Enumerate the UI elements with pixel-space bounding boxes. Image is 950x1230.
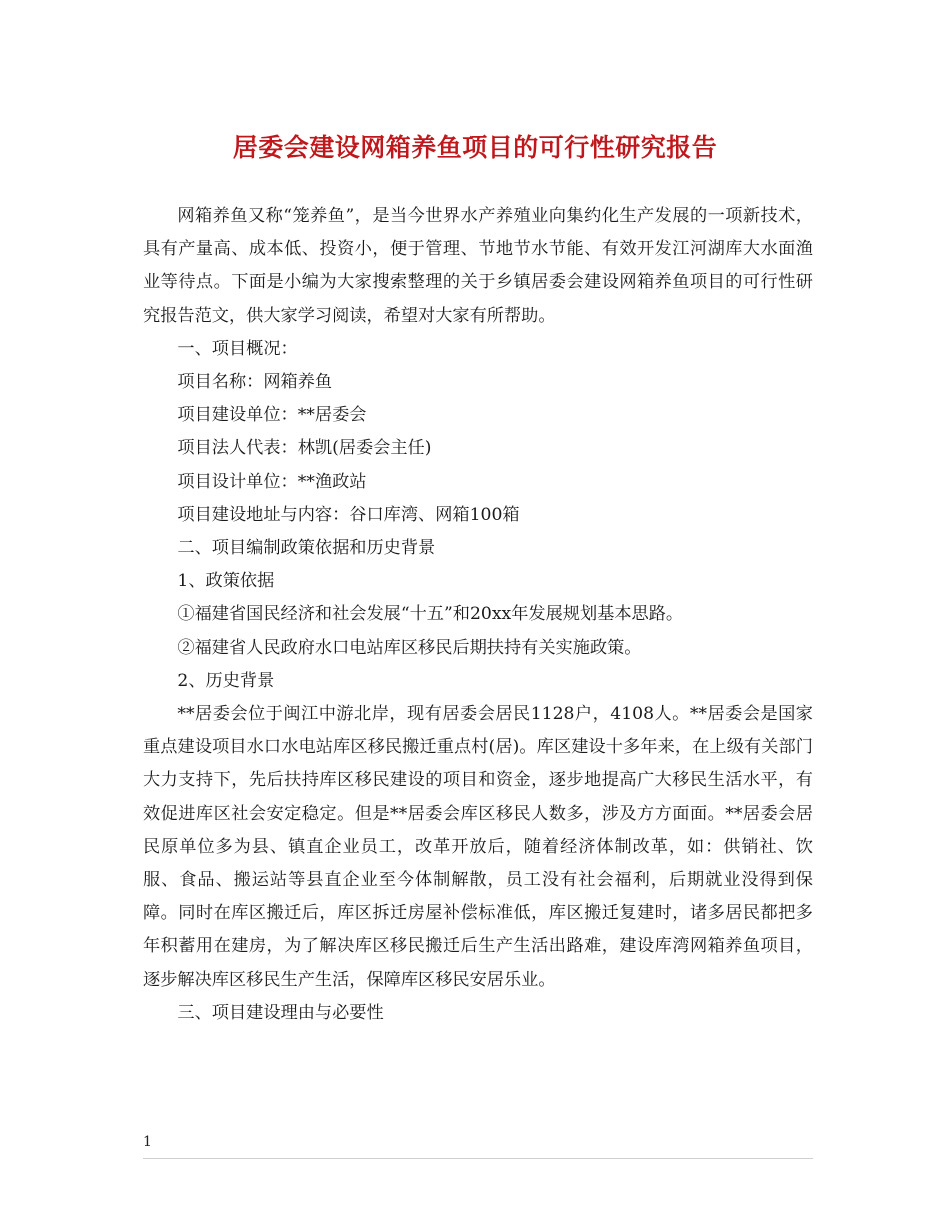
paragraph-intro: 网箱养鱼又称“笼养鱼”，是当今世界水产养殖业向集约化生产发展的一项新技术，具有产量高、成本低、投资小，便于管理、节地节水节能、有效开发江河湖库大水面渔业等待点。下面是小编为大家搜索整理的关于乡镇居委会建设网箱养鱼项目的可行性研究报告范文，供大家学习阅读，希望对大家有所帮助。 [143, 206, 813, 326]
heading-policy-basis: 1、政策依据 [177, 571, 275, 592]
paragraph-history: **居委会位于闽江中游北岸，现有居委会居民1128户，4108人。**居委会是国家重点建设项目水口水电站库区移民搬迁重点村(居)。库区建设十多年来，在上级有关部门大力支持下，先后扶持库区移民建设的项目和资金，逐步地提高广大移民生活水平，有效促进库区社会安定稳定。但是**居委会库区移民人数多，涉及方方面面。**居委会居民原单位多为县、镇直企业员工，改革开放后，随着经济体制改革，如：供销社、饮服、食品、搬运站等县直企业至今体制解散，员工没有社会福利，后期就业没得到保障。同时在库区搬迁后，库区拆迁房屋补偿标准低，库区搬迁复建时，诸多居民都把多年积蓄用在建房，为了解决库区移民搬迁后生产生活出路难，建设库湾网箱养鱼项目，逐步解决库区移民生产生活，保障库区移民安居乐业。 [143, 704, 813, 990]
paragraph-construction-unit: 项目建设单位：**居委会 [177, 405, 367, 426]
paragraph-project-name: 项目名称：网箱养鱼 [177, 372, 333, 393]
paragraph-address-content: 项目建设地址与内容：谷口库湾、网箱100箱 [177, 504, 520, 525]
paragraph-design-unit: 项目设计单位：**渔政站 [177, 471, 367, 492]
heading-policy-background: 二、项目编制政策依据和历史背景 [177, 538, 436, 559]
document-title: 居委会建设网箱养鱼项目的可行性研究报告 [232, 133, 718, 162]
heading-project-overview: 一、项目概况： [177, 338, 298, 359]
document-body [143, 200, 813, 1030]
heading-reasons-necessity: 三、项目建设理由与必要性 [177, 1002, 384, 1023]
paragraph-policy-item-2: ②福建省人民政府水口电站库区移民后期扶持有关实施政策。 [177, 637, 642, 658]
paragraph-legal-representative: 项目法人代表：林凯(居委会主任) [177, 438, 432, 459]
paragraph-policy-item-1: ①福建省国民经济和社会发展“十五”和20xx年发展规划基本思路。 [177, 604, 684, 625]
footer-divider [143, 1158, 813, 1159]
page-number: 1 [143, 1134, 152, 1150]
heading-history-background: 2、历史背景 [177, 670, 275, 691]
